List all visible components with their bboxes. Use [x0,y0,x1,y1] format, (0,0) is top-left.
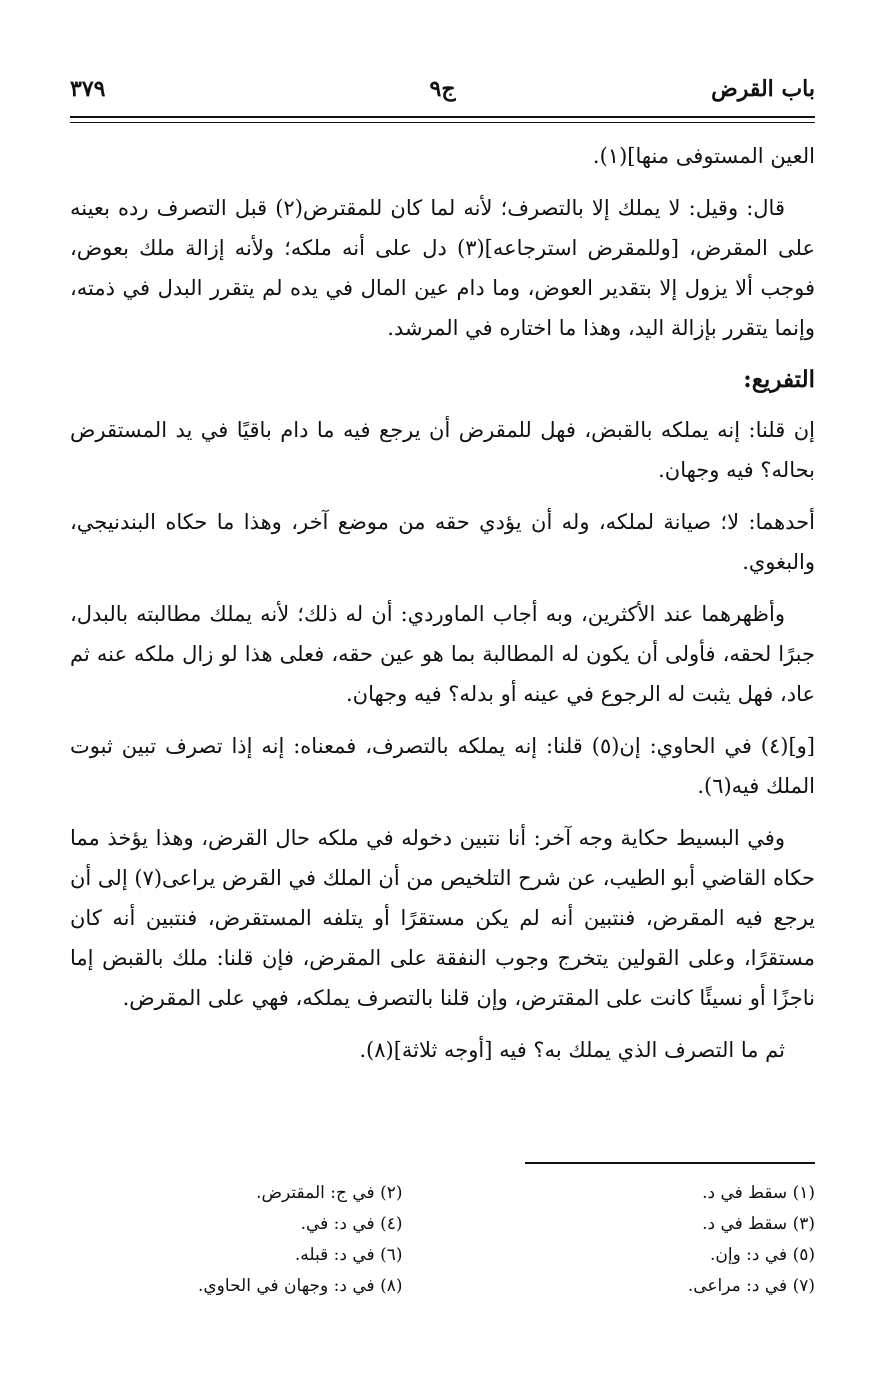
main-text [70,136,815,1082]
footnote: (٥) في د: وإن. [709,1245,815,1265]
header-rule-thick [70,116,815,118]
footnotes [70,1178,815,1302]
volume-label: ج٩ [429,76,456,102]
footnote-row [70,1271,815,1302]
paragraph: قال: وقيل: لا يملك إلا بالتصرف؛ لأنه لما كان للمقترض(٢) قبل التصرف رده بعينه على المقرض، [وللمقرض استرجاعه](٣) دل على أنه ملكه؛ ولأنه إزالة ملك بعوض، فوجب ألا يزول إلا بتقدير العوض، وما دام عين المال في يده لم يتقرر البدل في ذمته، وإنما يتقرر بإزالة اليد، وهذا ما اختاره في المرشد. [70,196,815,340]
footnote: (٧) في د: مراعى. [687,1276,815,1296]
footnote: (٨) في د: وجهان في الحاوي. [197,1276,403,1296]
paragraph: إن قلنا: إنه يملكه بالقبض، فهل للمقرض أن يرجع فيه ما دام باقيًا في يد المستقرض بحاله؟ فيه وجهان. [70,418,815,482]
footnote: (١) سقط في د. [702,1183,815,1203]
footnote-row [70,1209,815,1240]
paragraph: وفي البسيط حكاية وجه آخر: أنا نتبين دخوله في ملكه حال القرض، وهذا يؤخذ مما حكاه القاضي أبو الطيب، عن شرح التلخيص من أن الملك في القرض يراعى(٧) إلى أن يرجع فيه المقرض، فنتبين أنه لم يكن مستقرًا أو يتلفه المستقرض، فنتبين أنه كان مستقرًا، وعلى القولين يتخرج وجوب النفقة على المقرض، فإن قلنا: ملك بالقبض إما ناجزًا أو نسيئًا كانت على المقترض، وإن قلنا بالتصرف يملكه، فهي على المقرض. [70,826,815,1010]
page-number: ٣٧٩ [70,76,106,102]
footnote-separator [525,1162,815,1164]
paragraph: ثم ما التصرف الذي يملك به؟ فيه [أوجه ثلاثة](٨). [359,1038,785,1062]
footnote-row [70,1240,815,1271]
running-header [70,70,815,106]
footnote: (٢) في ج: المقترض. [256,1183,403,1203]
paragraph: [و](٤) في الحاوي: إن(٥) قلنا: إنه يملكه بالتصرف، فمعناه: إنه إذا تصرف تبين ثبوت الملك فيه(٦). [70,734,815,798]
paragraph: أحدهما: لا؛ صيانة لملكه، وله أن يؤدي حقه من موضع آخر، وهذا ما حكاه البندنيجي، والبغوي. [70,510,815,574]
chapter-title: باب القرض [711,76,815,102]
footnote-row [70,1178,815,1209]
section-heading: التفريع: [743,366,815,393]
paragraph: وأظهرهما عند الأكثرين، وبه أجاب الماوردي: أن له ذلك؛ لأنه يملك مطالبته بالبدل، جبرًا لحقه، فأولى أن يكون له المطالبة بما هو عين حقه، فعلى هذا لو زال ملكه عنه ثم عاد، فهل يثبت له الرجوع في عينه أو بدله؟ فيه وجهان. [70,602,815,706]
footnote: (٦) في د: قبله. [294,1245,403,1265]
header-rule-thin [70,122,815,123]
footnote: (٤) في د: في. [300,1214,403,1234]
paragraph: العين المستوفى منها](١). [592,144,815,168]
footnote: (٣) سقط في د. [702,1214,815,1234]
